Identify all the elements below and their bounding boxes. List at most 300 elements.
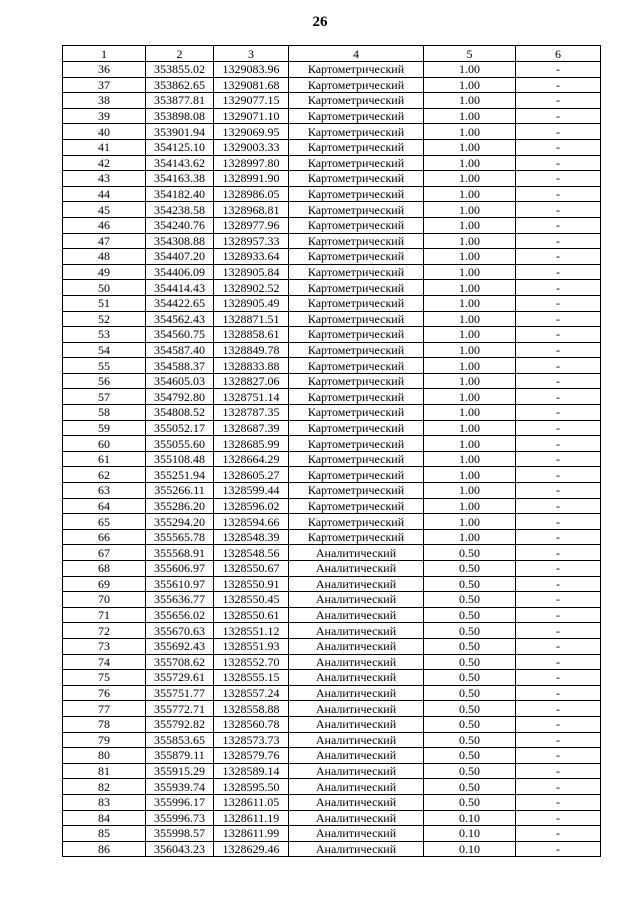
- page-number: 26: [312, 14, 328, 30]
- note-cell: -: [516, 529, 601, 545]
- x-coordinate-cell: 354143.62: [146, 155, 214, 171]
- accuracy-cell: 0.50: [424, 779, 516, 795]
- x-coordinate-cell: 354308.88: [146, 233, 214, 249]
- table-row: [63, 670, 601, 686]
- y-coordinate-cell: 1328933.64: [214, 249, 289, 265]
- y-coordinate-cell: 1328685.99: [214, 436, 289, 452]
- point-number-cell: 36: [63, 62, 146, 78]
- x-coordinate-cell: 355568.91: [146, 545, 214, 561]
- method-cell: Аналитический: [289, 623, 424, 639]
- point-number-cell: 50: [63, 280, 146, 296]
- point-number-cell: 82: [63, 779, 146, 795]
- point-number-cell: 41: [63, 139, 146, 155]
- y-coordinate-cell: 1328605.27: [214, 467, 289, 483]
- note-cell: -: [516, 607, 601, 623]
- accuracy-cell: 0.50: [424, 794, 516, 810]
- note-cell: -: [516, 139, 601, 155]
- x-coordinate-cell: 355879.11: [146, 748, 214, 764]
- point-number-cell: 55: [63, 358, 146, 374]
- method-cell: Картометрический: [289, 139, 424, 155]
- x-coordinate-cell: 355565.78: [146, 529, 214, 545]
- method-cell: Аналитический: [289, 841, 424, 857]
- point-number-cell: 65: [63, 514, 146, 530]
- x-coordinate-cell: 355708.62: [146, 654, 214, 670]
- note-cell: -: [516, 794, 601, 810]
- note-cell: -: [516, 514, 601, 530]
- y-coordinate-cell: 1329081.68: [214, 77, 289, 93]
- method-cell: Картометрический: [289, 186, 424, 202]
- note-cell: -: [516, 638, 601, 654]
- x-coordinate-cell: 353855.02: [146, 62, 214, 78]
- note-cell: -: [516, 186, 601, 202]
- table-row: [63, 264, 601, 280]
- table-row: [63, 498, 601, 514]
- note-cell: -: [516, 358, 601, 374]
- note-cell: -: [516, 233, 601, 249]
- y-coordinate-cell: 1328997.80: [214, 155, 289, 171]
- method-cell: Картометрический: [289, 77, 424, 93]
- point-number-cell: 70: [63, 592, 146, 608]
- method-cell: Картометрический: [289, 436, 424, 452]
- x-coordinate-cell: 355108.48: [146, 451, 214, 467]
- x-coordinate-cell: 355286.20: [146, 498, 214, 514]
- note-cell: -: [516, 342, 601, 358]
- point-number-cell: 86: [63, 841, 146, 857]
- note-cell: -: [516, 62, 601, 78]
- method-cell: Аналитический: [289, 826, 424, 842]
- point-number-cell: 47: [63, 233, 146, 249]
- note-cell: -: [516, 93, 601, 109]
- point-number-cell: 80: [63, 748, 146, 764]
- header-row: [63, 46, 601, 62]
- x-coordinate-cell: 354125.10: [146, 139, 214, 155]
- note-cell: -: [516, 405, 601, 421]
- x-coordinate-cell: 353898.08: [146, 108, 214, 124]
- y-coordinate-cell: 1328849.78: [214, 342, 289, 358]
- method-cell: Аналитический: [289, 607, 424, 623]
- x-coordinate-cell: 355266.11: [146, 483, 214, 499]
- method-cell: Аналитический: [289, 794, 424, 810]
- x-coordinate-cell: 354588.37: [146, 358, 214, 374]
- method-cell: Картометрический: [289, 451, 424, 467]
- note-cell: -: [516, 592, 601, 608]
- x-coordinate-cell: 355729.61: [146, 670, 214, 686]
- accuracy-cell: 1.00: [424, 436, 516, 452]
- point-number-cell: 45: [63, 202, 146, 218]
- point-number-cell: 60: [63, 436, 146, 452]
- table-row: [63, 108, 601, 124]
- x-coordinate-cell: 354407.20: [146, 249, 214, 265]
- table-row: [63, 171, 601, 187]
- note-cell: -: [516, 748, 601, 764]
- point-number-cell: 51: [63, 295, 146, 311]
- point-number-cell: 38: [63, 93, 146, 109]
- accuracy-cell: 1.00: [424, 233, 516, 249]
- y-coordinate-cell: 1328611.99: [214, 826, 289, 842]
- accuracy-cell: 1.00: [424, 280, 516, 296]
- method-cell: Картометрический: [289, 529, 424, 545]
- note-cell: -: [516, 108, 601, 124]
- table-row: [63, 342, 601, 358]
- method-cell: Картометрический: [289, 311, 424, 327]
- note-cell: -: [516, 451, 601, 467]
- accuracy-cell: 1.00: [424, 62, 516, 78]
- method-cell: Аналитический: [289, 638, 424, 654]
- point-number-cell: 42: [63, 155, 146, 171]
- y-coordinate-cell: 1328594.66: [214, 514, 289, 530]
- note-cell: -: [516, 841, 601, 857]
- point-number-cell: 79: [63, 732, 146, 748]
- point-number-cell: 56: [63, 373, 146, 389]
- accuracy-cell: 0.50: [424, 701, 516, 717]
- accuracy-cell: 1.00: [424, 342, 516, 358]
- x-coordinate-cell: 354240.76: [146, 217, 214, 233]
- table-row: [63, 420, 601, 436]
- table-row: [63, 358, 601, 374]
- x-coordinate-cell: 355939.74: [146, 779, 214, 795]
- y-coordinate-cell: 1328550.61: [214, 607, 289, 623]
- x-coordinate-cell: 355692.43: [146, 638, 214, 654]
- point-number-cell: 39: [63, 108, 146, 124]
- method-cell: Картометрический: [289, 405, 424, 421]
- note-cell: -: [516, 685, 601, 701]
- table-row: [63, 732, 601, 748]
- header-cell-point-number: 1: [63, 46, 146, 62]
- accuracy-cell: 1.00: [424, 389, 516, 405]
- y-coordinate-cell: 1328905.49: [214, 295, 289, 311]
- point-number-cell: 43: [63, 171, 146, 187]
- table-row: [63, 638, 601, 654]
- note-cell: -: [516, 561, 601, 577]
- point-number-cell: 62: [63, 467, 146, 483]
- point-number-cell: 63: [63, 483, 146, 499]
- x-coordinate-cell: 354238.58: [146, 202, 214, 218]
- method-cell: Аналитический: [289, 545, 424, 561]
- y-coordinate-cell: 1328552.70: [214, 654, 289, 670]
- table-row: [63, 748, 601, 764]
- point-number-cell: 52: [63, 311, 146, 327]
- table-row: [63, 155, 601, 171]
- table-row: [63, 576, 601, 592]
- x-coordinate-cell: 355656.02: [146, 607, 214, 623]
- method-cell: Аналитический: [289, 763, 424, 779]
- y-coordinate-cell: 1328560.78: [214, 716, 289, 732]
- accuracy-cell: 0.50: [424, 732, 516, 748]
- y-coordinate-cell: 1328548.56: [214, 545, 289, 561]
- y-coordinate-cell: 1328579.76: [214, 748, 289, 764]
- x-coordinate-cell: 354605.03: [146, 373, 214, 389]
- note-cell: -: [516, 264, 601, 280]
- method-cell: Картометрический: [289, 62, 424, 78]
- note-cell: -: [516, 826, 601, 842]
- x-coordinate-cell: 354808.52: [146, 405, 214, 421]
- method-cell: Аналитический: [289, 670, 424, 686]
- method-cell: Картометрический: [289, 217, 424, 233]
- accuracy-cell: 1.00: [424, 529, 516, 545]
- accuracy-cell: 1.00: [424, 93, 516, 109]
- accuracy-cell: 1.00: [424, 295, 516, 311]
- accuracy-cell: 1.00: [424, 155, 516, 171]
- accuracy-cell: 0.50: [424, 670, 516, 686]
- method-cell: Картометрический: [289, 373, 424, 389]
- table-header: [63, 46, 601, 62]
- accuracy-cell: 1.00: [424, 420, 516, 436]
- point-number-cell: 77: [63, 701, 146, 717]
- accuracy-cell: 0.50: [424, 638, 516, 654]
- note-cell: -: [516, 716, 601, 732]
- point-number-cell: 85: [63, 826, 146, 842]
- accuracy-cell: 0.50: [424, 607, 516, 623]
- x-coordinate-cell: 355294.20: [146, 514, 214, 530]
- accuracy-cell: 1.00: [424, 311, 516, 327]
- note-cell: -: [516, 779, 601, 795]
- y-coordinate-cell: 1328957.33: [214, 233, 289, 249]
- accuracy-cell: 1.00: [424, 77, 516, 93]
- table-row: [63, 373, 601, 389]
- accuracy-cell: 0.50: [424, 623, 516, 639]
- table-body: [63, 62, 601, 857]
- y-coordinate-cell: 1329071.10: [214, 108, 289, 124]
- note-cell: -: [516, 763, 601, 779]
- table-row: [63, 311, 601, 327]
- method-cell: Картометрический: [289, 233, 424, 249]
- y-coordinate-cell: 1328629.46: [214, 841, 289, 857]
- x-coordinate-cell: 355998.57: [146, 826, 214, 842]
- table-row: [63, 405, 601, 421]
- x-coordinate-cell: 355915.29: [146, 763, 214, 779]
- y-coordinate-cell: 1328596.02: [214, 498, 289, 514]
- method-cell: Картометрический: [289, 108, 424, 124]
- x-coordinate-cell: 354414.43: [146, 280, 214, 296]
- x-coordinate-cell: 354422.65: [146, 295, 214, 311]
- accuracy-cell: 1.00: [424, 202, 516, 218]
- note-cell: -: [516, 701, 601, 717]
- y-coordinate-cell: 1328551.93: [214, 638, 289, 654]
- point-number-cell: 66: [63, 529, 146, 545]
- table-row: [63, 389, 601, 405]
- point-number-cell: 61: [63, 451, 146, 467]
- method-cell: Картометрический: [289, 202, 424, 218]
- accuracy-cell: 0.50: [424, 545, 516, 561]
- header-cell-x: 2: [146, 46, 214, 62]
- point-number-cell: 78: [63, 716, 146, 732]
- accuracy-cell: 1.00: [424, 186, 516, 202]
- table-row: [63, 249, 601, 265]
- accuracy-cell: 0.50: [424, 748, 516, 764]
- table-row: [63, 139, 601, 155]
- accuracy-cell: 0.10: [424, 841, 516, 857]
- x-coordinate-cell: 353862.65: [146, 77, 214, 93]
- x-coordinate-cell: 355670.63: [146, 623, 214, 639]
- x-coordinate-cell: 355996.73: [146, 810, 214, 826]
- method-cell: Картометрический: [289, 280, 424, 296]
- point-number-cell: 76: [63, 685, 146, 701]
- table-row: [63, 592, 601, 608]
- note-cell: -: [516, 810, 601, 826]
- accuracy-cell: 1.00: [424, 171, 516, 187]
- accuracy-cell: 1.00: [424, 483, 516, 499]
- header-cell-y: 3: [214, 46, 289, 62]
- header-cell-method: 4: [289, 46, 424, 62]
- x-coordinate-cell: 355853.65: [146, 732, 214, 748]
- point-number-cell: 81: [63, 763, 146, 779]
- table-row: [63, 561, 601, 577]
- note-cell: -: [516, 654, 601, 670]
- y-coordinate-cell: 1328833.88: [214, 358, 289, 374]
- point-number-cell: 71: [63, 607, 146, 623]
- x-coordinate-cell: 354562.43: [146, 311, 214, 327]
- y-coordinate-cell: 1329003.33: [214, 139, 289, 155]
- table-row: [63, 623, 601, 639]
- x-coordinate-cell: 355996.17: [146, 794, 214, 810]
- accuracy-cell: 0.50: [424, 592, 516, 608]
- table-row: [63, 280, 601, 296]
- point-number-cell: 44: [63, 186, 146, 202]
- y-coordinate-cell: 1328787.35: [214, 405, 289, 421]
- accuracy-cell: 1.00: [424, 217, 516, 233]
- y-coordinate-cell: 1328589.14: [214, 763, 289, 779]
- note-cell: -: [516, 295, 601, 311]
- x-coordinate-cell: 355751.77: [146, 685, 214, 701]
- accuracy-cell: 0.50: [424, 561, 516, 577]
- y-coordinate-cell: 1328599.44: [214, 483, 289, 499]
- accuracy-cell: 1.00: [424, 108, 516, 124]
- table-row: [63, 93, 601, 109]
- y-coordinate-cell: 1328858.61: [214, 327, 289, 343]
- x-coordinate-cell: 354792.80: [146, 389, 214, 405]
- x-coordinate-cell: 355606.97: [146, 561, 214, 577]
- method-cell: Аналитический: [289, 685, 424, 701]
- point-number-cell: 57: [63, 389, 146, 405]
- x-coordinate-cell: 354406.09: [146, 264, 214, 280]
- header-cell-note: 6: [516, 46, 601, 62]
- y-coordinate-cell: 1328611.05: [214, 794, 289, 810]
- y-coordinate-cell: 1328902.52: [214, 280, 289, 296]
- y-coordinate-cell: 1328611.19: [214, 810, 289, 826]
- table-row: [63, 607, 601, 623]
- y-coordinate-cell: 1328977.96: [214, 217, 289, 233]
- y-coordinate-cell: 1328991.90: [214, 171, 289, 187]
- y-coordinate-cell: 1328687.39: [214, 420, 289, 436]
- point-number-cell: 69: [63, 576, 146, 592]
- table-row: [63, 794, 601, 810]
- y-coordinate-cell: 1328986.05: [214, 186, 289, 202]
- accuracy-cell: 1.00: [424, 498, 516, 514]
- table-row: [63, 701, 601, 717]
- method-cell: Картометрический: [289, 467, 424, 483]
- accuracy-cell: 0.10: [424, 826, 516, 842]
- table-row: [63, 233, 601, 249]
- note-cell: -: [516, 311, 601, 327]
- point-number-cell: 67: [63, 545, 146, 561]
- method-cell: Картометрический: [289, 327, 424, 343]
- method-cell: Картометрический: [289, 171, 424, 187]
- point-number-cell: 37: [63, 77, 146, 93]
- y-coordinate-cell: 1329069.95: [214, 124, 289, 140]
- accuracy-cell: 0.10: [424, 810, 516, 826]
- x-coordinate-cell: 354163.38: [146, 171, 214, 187]
- accuracy-cell: 0.50: [424, 685, 516, 701]
- method-cell: Аналитический: [289, 716, 424, 732]
- x-coordinate-cell: 355055.60: [146, 436, 214, 452]
- note-cell: -: [516, 420, 601, 436]
- note-cell: -: [516, 327, 601, 343]
- x-coordinate-cell: 355636.77: [146, 592, 214, 608]
- table-row: [63, 779, 601, 795]
- table-row: [63, 77, 601, 93]
- table-row: [63, 186, 601, 202]
- table-row: [63, 451, 601, 467]
- table-row: [63, 529, 601, 545]
- point-number-cell: 73: [63, 638, 146, 654]
- method-cell: Картометрический: [289, 249, 424, 265]
- point-number-cell: 40: [63, 124, 146, 140]
- x-coordinate-cell: 354560.75: [146, 327, 214, 343]
- x-coordinate-cell: 353877.81: [146, 93, 214, 109]
- y-coordinate-cell: 1328664.29: [214, 451, 289, 467]
- accuracy-cell: 1.00: [424, 249, 516, 265]
- y-coordinate-cell: 1328595.50: [214, 779, 289, 795]
- note-cell: -: [516, 202, 601, 218]
- accuracy-cell: 1.00: [424, 124, 516, 140]
- note-cell: -: [516, 670, 601, 686]
- accuracy-cell: 0.50: [424, 576, 516, 592]
- note-cell: -: [516, 732, 601, 748]
- method-cell: Аналитический: [289, 748, 424, 764]
- x-coordinate-cell: 355772.71: [146, 701, 214, 717]
- point-number-cell: 46: [63, 217, 146, 233]
- y-coordinate-cell: 1328551.12: [214, 623, 289, 639]
- point-number-cell: 54: [63, 342, 146, 358]
- method-cell: Картометрический: [289, 483, 424, 499]
- y-coordinate-cell: 1328968.81: [214, 202, 289, 218]
- method-cell: Картометрический: [289, 498, 424, 514]
- y-coordinate-cell: 1328557.24: [214, 685, 289, 701]
- accuracy-cell: 1.00: [424, 514, 516, 530]
- table-row: [63, 685, 601, 701]
- x-coordinate-cell: 354587.40: [146, 342, 214, 358]
- table-row: [63, 841, 601, 857]
- point-number-cell: 83: [63, 794, 146, 810]
- point-number-cell: 58: [63, 405, 146, 421]
- table-row: [63, 327, 601, 343]
- y-coordinate-cell: 1329083.96: [214, 62, 289, 78]
- y-coordinate-cell: 1328905.84: [214, 264, 289, 280]
- y-coordinate-cell: 1328573.73: [214, 732, 289, 748]
- method-cell: Аналитический: [289, 592, 424, 608]
- note-cell: -: [516, 280, 601, 296]
- method-cell: Аналитический: [289, 701, 424, 717]
- method-cell: Аналитический: [289, 810, 424, 826]
- accuracy-cell: 0.50: [424, 654, 516, 670]
- table-row: [63, 467, 601, 483]
- accuracy-cell: 0.50: [424, 716, 516, 732]
- table-row: [63, 514, 601, 530]
- point-number-cell: 74: [63, 654, 146, 670]
- note-cell: -: [516, 483, 601, 499]
- y-coordinate-cell: 1328871.51: [214, 311, 289, 327]
- note-cell: -: [516, 77, 601, 93]
- y-coordinate-cell: 1328550.45: [214, 592, 289, 608]
- accuracy-cell: 1.00: [424, 405, 516, 421]
- note-cell: -: [516, 373, 601, 389]
- point-number-cell: 49: [63, 264, 146, 280]
- method-cell: Картометрический: [289, 295, 424, 311]
- note-cell: -: [516, 545, 601, 561]
- table-row: [63, 124, 601, 140]
- table-row: [63, 62, 601, 78]
- point-number-cell: 84: [63, 810, 146, 826]
